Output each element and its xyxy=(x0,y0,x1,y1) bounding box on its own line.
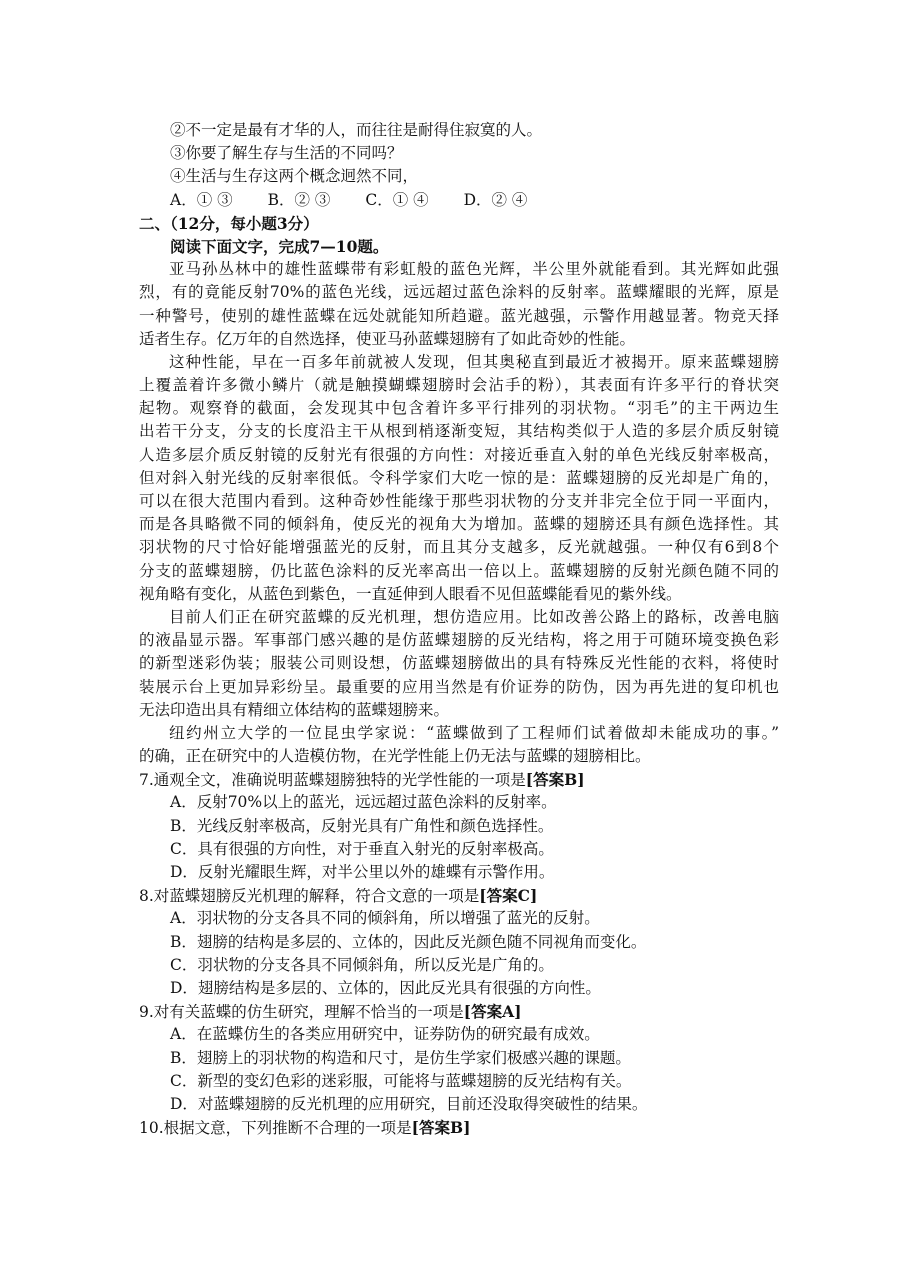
question-option: C．新型的变幻色彩的迷彩服，可能将与蓝蝶翅膀的反光结构有关。 xyxy=(170,1071,632,1090)
question-block xyxy=(139,1000,779,1116)
question-stem xyxy=(139,1116,779,1139)
answer-label: [答案A] xyxy=(463,1002,522,1022)
passage-line: 而是各具略微不同的倾斜角，使反光的视角大为增加。蓝蝶的翅膀还具有颜色选择性。其 xyxy=(139,515,779,534)
question-stem xyxy=(139,1000,779,1023)
answer-label: [答案B] xyxy=(411,1118,471,1138)
answer-label: [答案C] xyxy=(479,886,538,906)
question-option: C．羽状物的分支各具不同倾斜角，所以反光是广角的。 xyxy=(170,955,554,974)
answer-label: [答案B] xyxy=(525,770,585,790)
passage-line: 目前人们正在研究蓝蝶的反光机理，想仿造应用。比如改善公路上的路标，改善电脑 xyxy=(169,607,779,626)
prev-option-b: B．② ③ xyxy=(267,190,331,209)
question-option: A．在蓝蝶仿生的各类应用研究中，证券防伪的研究最有成效。 xyxy=(170,1025,600,1044)
questions xyxy=(139,768,779,1139)
passage-line: 上覆盖着许多微小鳞片（就是触摸蝴蝶翅膀时会沾手的粉），其表面有许多平行的脊状突 xyxy=(139,376,779,395)
question-stem-text: 10.根据文意，下列推断不合理的一项是 xyxy=(139,1119,412,1138)
prev-option-c: C．① ④ xyxy=(365,190,429,209)
passage-line: 这种性能，早在一百多年前就被人发现，但其奥秘直到最近才被揭开。原来蓝蝶翅膀 xyxy=(169,352,779,371)
prev-option-d: D．② ④ xyxy=(463,190,528,209)
passage-line: 分支的蓝蝶翅膀，仍比蓝色涂料的反光率高出一倍以上。蓝蝶翅膀的反射光颜色随不同的 xyxy=(139,561,779,580)
question-block xyxy=(139,1116,779,1139)
question-option: D．对蓝蝶翅膀的反光机理的应用研究，目前还没取得突破性的结果。 xyxy=(170,1094,648,1113)
question-option: A．羽状物的分支各具不同的倾斜角，所以增强了蓝光的反射。 xyxy=(170,909,600,928)
question-block xyxy=(139,884,779,1000)
passage-line: 无法印造出具有精细立体结构的蓝蝶翅膀来。 xyxy=(139,700,450,719)
question-stem xyxy=(139,884,779,907)
question-option: A．反射70%以上的蓝光，远远超过蓝色涂料的反射率。 xyxy=(170,793,557,812)
question-option: D．翅膀结构是多层的、立体的，因此反光具有很强的方向性。 xyxy=(170,978,601,997)
question-option: B．翅膀的结构是多层的、立体的，因此反光颜色随不同视角而变化。 xyxy=(170,932,647,951)
question-option: C．具有很强的方向性，对于垂直入射光的反射率极高。 xyxy=(170,839,554,858)
section-heading: 二、（12分，每小题3分） xyxy=(139,213,319,233)
prev-item: ③你要了解生存与生活的不同吗？ xyxy=(170,144,403,163)
passage-line: 亚马孙丛林中的雄性蓝蝶带有彩虹般的蓝色光辉，半公里外就能看到。其光辉如此强 xyxy=(169,260,779,279)
passage-line: 适者生存。亿万年的自然选择，使亚马孙蓝蝶翅膀有了如此奇妙的性能。 xyxy=(139,329,636,348)
question-stem xyxy=(139,768,779,791)
question-option: B．翅膀上的羽状物的构造和尺寸，是仿生学家们极感兴趣的课题。 xyxy=(170,1048,631,1067)
passage-line: 但对斜入射光线的反射率很低。令科学家们大吃一惊的是：蓝蝶翅膀的反光却是广角的， xyxy=(139,468,779,487)
passage-line: 的液晶显示器。军事部门感兴趣的是仿蓝蝶翅膀的反光结构，将之用于可随环境变换色彩 xyxy=(139,631,779,650)
passage xyxy=(139,258,779,768)
passage-line: 可以在很大范围内看到。这种奇妙性能缘于那些羽状物的分支并非完全位于同一平面内， xyxy=(139,492,779,510)
question-block xyxy=(139,768,779,884)
question-stem-text: 7.通观全文，准确说明蓝蝶翅膀独特的光学性能的一项是 xyxy=(139,771,526,790)
instruction: 阅读下面文字，完成7—10题。 xyxy=(170,236,389,256)
passage-line: 的确，正在研究中的人造模仿物，在光学性能上仍无法与蓝蝶的翅膀相比。 xyxy=(139,747,651,766)
previous-question-items xyxy=(139,119,779,212)
question-option: D．反射光耀眼生辉，对半公里以外的雄蝶有示警作用。 xyxy=(170,863,555,881)
passage-line: 羽状物的尺寸恰好能增强蓝光的反射，而且其分支越多，反光就越强。一种仅有6到8个 xyxy=(139,538,779,557)
passage-line: 出若干分支，分支的长度沿主干从根到梢逐渐变短，其结构类似于人造的多层介质反射镜 xyxy=(139,422,779,441)
document-content xyxy=(139,119,779,1139)
passage-line: 纽约州立大学的一位昆虫学家说：“蓝蝶做到了工程师们试着做却未能成功的事。” xyxy=(169,723,779,742)
question-stem-text: 9.对有关蓝蝶的仿生研究，理解不恰当的一项是 xyxy=(139,1003,464,1022)
passage-line: 装展示台上更加异彩纷呈。最重要的应用当然是有价证券的防伪，因为再先进的复印机也 xyxy=(139,677,779,696)
passage-line: 人造多层介质反射镜的反射光有很强的方向性：对接近垂直入射的单色光线反射率极高， xyxy=(139,445,779,464)
question-option: B．光线反射率极高，反射光具有广角性和颜色选择性。 xyxy=(170,816,554,835)
prev-option-a: A．① ③ xyxy=(170,190,233,209)
prev-item: ②不一定是最有才华的人，而往往是耐得住寂寞的人。 xyxy=(170,121,543,139)
prev-options xyxy=(139,189,779,212)
passage-line: 视角略有变化，从蓝色到紫色，一直延伸到人眼看不见但蓝蝶能看见的紫外线。 xyxy=(139,584,682,603)
passage-line: 一种警号，使别的雄性蓝蝶在远处就能知所趋避。蓝光越强，示警作用越显著。物竞天择 xyxy=(139,306,779,325)
prev-item: ④生活与生存这两个概念迥然不同， xyxy=(170,167,419,186)
passage-line: 起物。观察脊的截面，会发现其中包含着许多平行排列的羽状物。“羽毛”的主干两边生 xyxy=(139,399,779,418)
passage-line: 的新型迷彩伪装；服装公司则设想，仿蓝蝶翅膀做出的具有特殊反光性能的衣料，将使时 xyxy=(139,654,779,673)
question-stem-text: 8.对蓝蝶翅膀反光机理的解释，符合文意的一项是 xyxy=(139,887,480,906)
passage-line: 烈，有的竟能反射70%的蓝色光线，远远超过蓝色涂料的反射率。蓝蝶耀眼的光辉，原是 xyxy=(139,283,779,302)
